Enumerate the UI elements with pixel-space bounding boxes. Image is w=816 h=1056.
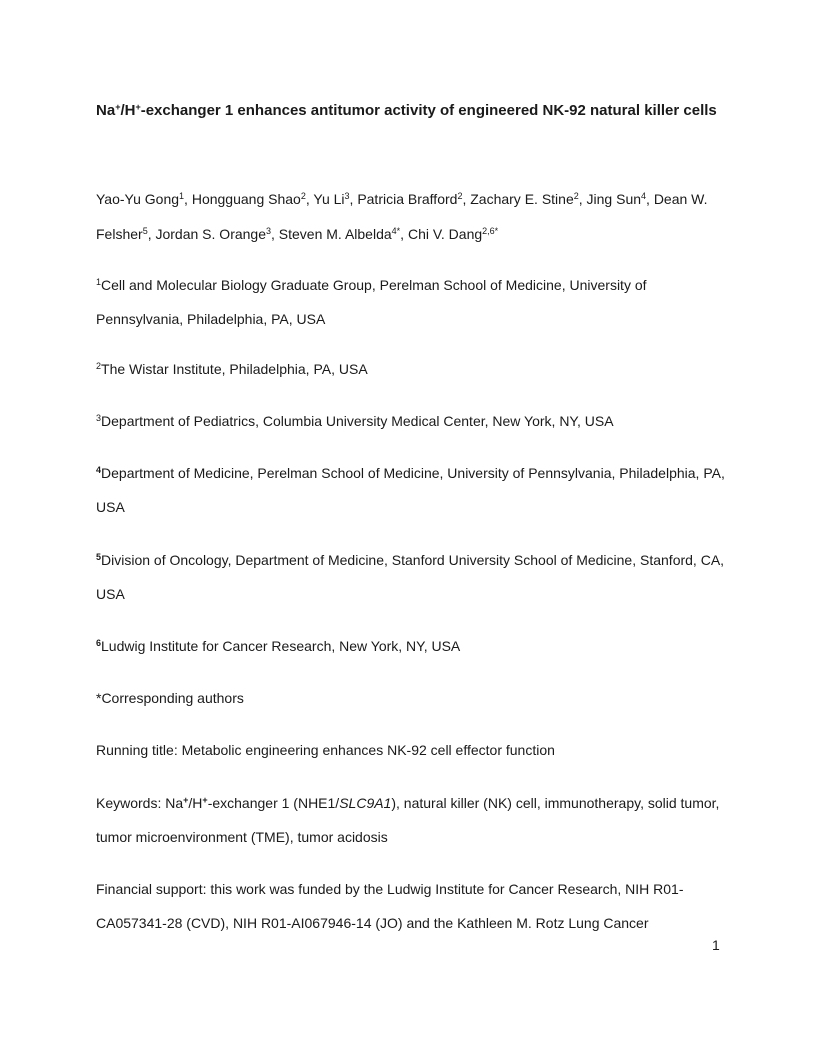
author-name: Zachary E. Stine — [470, 191, 574, 207]
affiliation-3: $^3$Department of Pediatrics, Columbia University Medical Center, New York, NY, USA — [96, 413, 614, 429]
author-name: Jing Sun — [586, 191, 642, 207]
author-affiliation-marker: 3 — [266, 226, 272, 236]
author-separator: , — [578, 191, 587, 207]
author-affiliation-marker: 4 — [641, 191, 647, 201]
author-separator: , — [305, 191, 314, 207]
author-name: Steven M. Albelda — [278, 226, 392, 242]
affiliation-4: $^4$Department of Medicine, Perelman School of Medicine, University of Pennsylvania, Philadelphia, PA, USA — [96, 465, 725, 515]
author-name: Patricia Brafford — [357, 191, 458, 207]
author-separator: , — [147, 226, 156, 242]
author-list — [96, 182, 726, 252]
author-name: Chi V. Dang — [407, 226, 483, 242]
author-affiliation-marker: 2 — [300, 191, 306, 201]
author-name: Hongguang Shao — [191, 191, 301, 207]
author-separator: , — [349, 191, 358, 207]
page-number: 1 — [712, 937, 720, 953]
author-affiliation-marker: 2 — [573, 191, 579, 201]
affiliation-1: $^1$Cell and Molecular Biology Graduate Group, Perelman School of Medicine, University of Pennsylvania, Philadelphia, PA, USA — [96, 277, 647, 327]
author-separator: , — [462, 191, 471, 207]
author-affiliation-marker: 2,6* — [482, 226, 499, 236]
affiliation-2: $^2$The Wistar Institute, Philadelphia, PA, USA — [96, 361, 368, 377]
affiliation-5: $^5$Division of Oncology, Department of Medicine, Stanford University School of Medicine, Stanford, CA, USA — [96, 552, 725, 602]
author-affiliation-marker: 1 — [179, 191, 185, 201]
author-separator: , — [400, 226, 408, 242]
affiliation-6: $^6$Ludwig Institute for Cancer Research, New York, NY, USA — [96, 638, 461, 654]
author-affiliation-marker: 3 — [344, 191, 350, 201]
keywords: Keywords: Na+/H+-exchanger 1 (NHE1/SLC9A1), natural killer (NK) cell, immunotherapy, solid tumor, tumor microenvironment (TME), tumor acidosis — [96, 795, 720, 845]
author-affiliation-marker: 2 — [457, 191, 463, 201]
corresponding-authors: *Corresponding authors — [96, 690, 244, 706]
author-affiliation-marker: 4* — [391, 226, 401, 236]
financial-support: Financial support: this work was funded by the Ludwig Institute for Cancer Research, NIH R01-CA057341-28 (CVD), NIH R01-AI067946-14 (JO) and the Kathleen M. Rotz Lung Cancer — [96, 881, 684, 931]
author-name: Yao-Yu Gong — [96, 191, 180, 207]
author-name: Yu Li — [313, 191, 345, 207]
author-name: Jordan S. Orange — [155, 226, 266, 242]
gene-name: SLC9A1 — [339, 795, 392, 811]
author-name: Dean W. Felsher — [96, 191, 708, 242]
running-title: Running title: Metabolic engineering enhances NK-92 cell effector function — [96, 742, 555, 758]
author-separator: , — [271, 226, 279, 242]
author-separator: , — [184, 191, 192, 207]
paper-title: Na+/H+-exchanger 1 enhances antitumor activity of engineered NK-92 natural killer cells — [96, 102, 717, 119]
author-separator: , — [646, 191, 654, 207]
author-affiliation-marker: 5 — [142, 226, 148, 236]
